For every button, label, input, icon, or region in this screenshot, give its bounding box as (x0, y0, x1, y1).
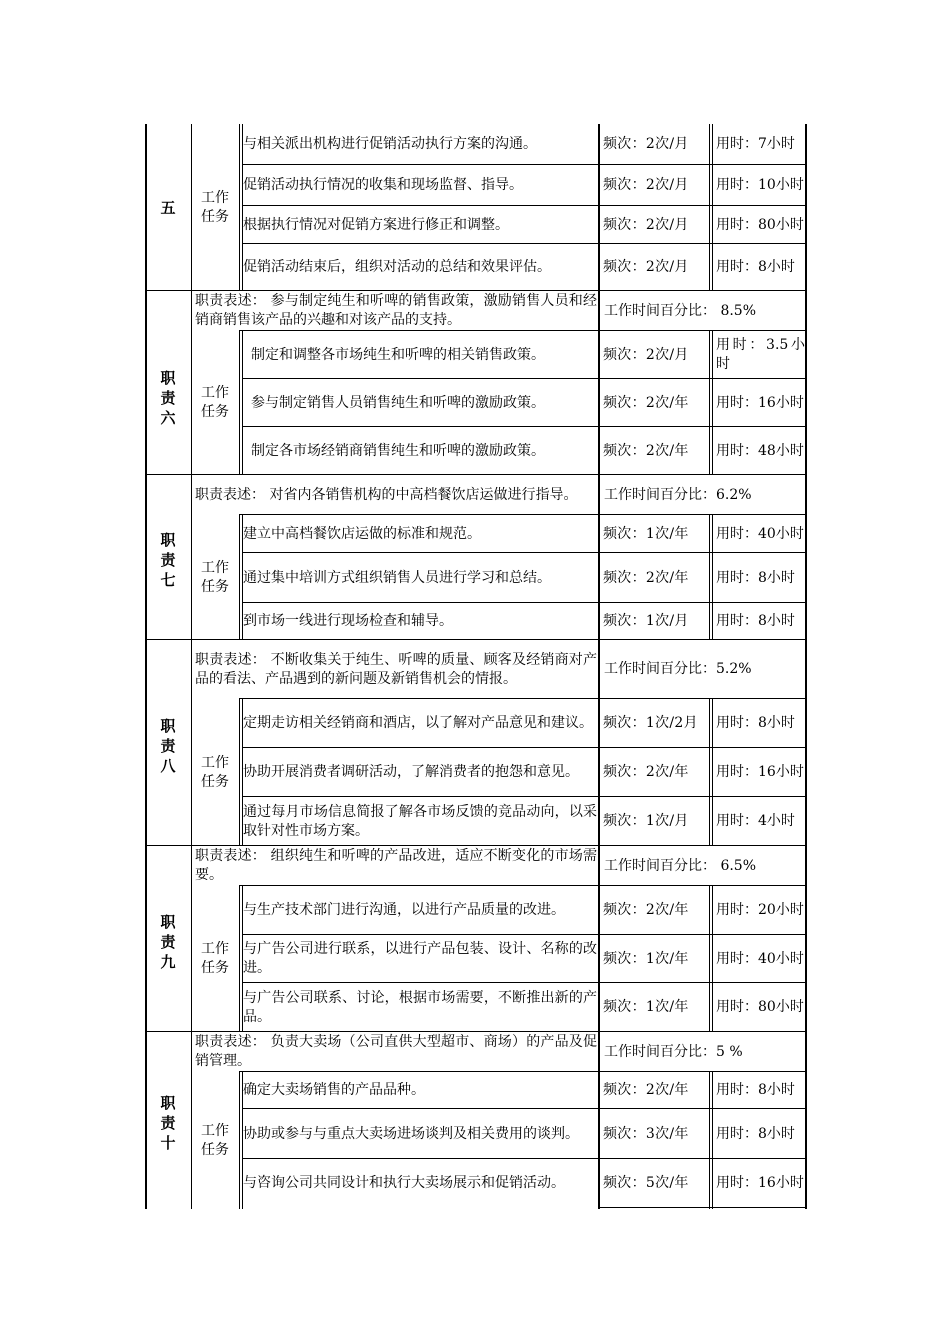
task-text: 与广告公司联系、讨论，根据市场需要，不断推出新的产品。 (243, 989, 597, 1025)
table-border (709, 699, 710, 846)
time-percentage: 工作时间百分比：5 % (604, 1043, 743, 1060)
duty-description: 职责表述： 负责大卖场（公司直供大型超市、商场）的产品及促销管理。 (195, 1034, 597, 1069)
task-text: 协助开展消费者调研活动，了解消费者的抱怨和意见。 (243, 764, 579, 780)
table-border (242, 747, 807, 748)
time-percentage: 工作时间百分比： 8.5% (604, 302, 757, 319)
duty-number: 职责十 (160, 1094, 176, 1152)
table-border (145, 290, 807, 291)
task-text: 与咨询公司共同设计和执行大卖场展示和促销活动。 (243, 1174, 565, 1191)
table-border (239, 1072, 240, 1209)
table-border (242, 331, 243, 475)
table-border (239, 330, 807, 331)
table-border (712, 886, 713, 1032)
table-border (712, 1072, 713, 1209)
task-text: 确定大卖场销售的产品品种。 (243, 1082, 425, 1098)
table-border (239, 331, 240, 475)
task-frequency: 频次：1次/年 (603, 999, 689, 1015)
task-duration: 用时：80小时 (716, 216, 804, 233)
task-duration: 用时：80小时 (716, 999, 804, 1015)
duty-number: 职责八 (160, 716, 176, 775)
table-border (242, 982, 807, 983)
table-border (712, 699, 713, 846)
table-border (242, 515, 243, 640)
duty-description: 职责表述： 对省内各销售机构的中高档餐饮店运做进行指导。 (195, 486, 578, 503)
task-frequency: 频次：2次/年 (603, 394, 689, 411)
table-border (598, 1207, 807, 1208)
task-duration: 用时：8小时 (716, 1125, 795, 1142)
task-frequency: 频次：2次/月 (603, 177, 689, 193)
duty-description: 职责表述： 不断收集关于纯生、听啤的质量、顾客及经销商对产品的看法、产品遇到的新问题及新销售机会的情报。 (195, 651, 597, 687)
task-frequency: 频次：2次/年 (603, 1082, 689, 1098)
table-border (242, 886, 243, 1032)
table-border (242, 378, 807, 379)
table-border (242, 934, 807, 935)
duty-number: 五 (160, 198, 176, 217)
table-border (242, 552, 807, 553)
task-frequency: 频次：1次/月 (603, 813, 689, 829)
task-text: 定期走访相关经销商和酒店，以了解对产品意见和建议。 (243, 715, 593, 731)
table-border (242, 699, 243, 846)
table-border (145, 845, 807, 846)
task-frequency: 频次：2次/月 (603, 216, 689, 233)
task-duration: 用时：4小时 (716, 813, 795, 829)
duty-number: 职责六 (160, 369, 176, 427)
task-text: 与生产技术部门进行沟通，以进行产品质量的改进。 (243, 902, 565, 918)
task-text: 到市场一线进行现场检查和辅导。 (243, 613, 453, 629)
task-duration: 用时：40小时 (716, 950, 804, 967)
task-duration: 用时：8小时 (716, 569, 795, 586)
table-border (239, 1071, 807, 1072)
task-frequency: 频次：3次/年 (603, 1125, 689, 1142)
task-duration: 用时：8小时 (716, 613, 795, 629)
task-text: 制定和调整各市场纯生和听啤的相关销售政策。 (251, 346, 545, 363)
task-text: 与广告公司进行联系，以进行产品包装、设计、名称的改进。 (243, 941, 597, 976)
table-border (242, 602, 807, 603)
table-border (239, 124, 240, 291)
table-border (712, 331, 713, 475)
table-border (709, 331, 710, 475)
task-text: 建立中高档餐饮店运做的标准和规范。 (243, 525, 481, 542)
table-border (239, 514, 807, 515)
table-border (242, 164, 807, 165)
task-text: 制定各市场经销商销售纯生和听啤的激励政策。 (251, 442, 545, 459)
table-border (242, 1072, 243, 1209)
task-frequency: 频次：1次/年 (603, 950, 689, 967)
task-duration: 用时：16小时 (716, 1174, 804, 1191)
task-frequency: 频次：2次/月 (603, 259, 689, 275)
duty-number: 职责九 (160, 912, 176, 971)
task-frequency: 频次：2次/年 (603, 902, 689, 918)
table-border (239, 886, 240, 1032)
task-frequency: 频次：1次/月 (603, 613, 689, 629)
table-border (598, 124, 600, 1209)
table-border (145, 474, 807, 475)
task-duration: 用时：8小时 (716, 1082, 795, 1098)
table-border (709, 1072, 710, 1209)
task-frequency: 频次：2次/年 (603, 764, 689, 780)
table-border (242, 124, 243, 291)
table-border (145, 1031, 807, 1032)
task-label: 工作任务 (201, 754, 229, 790)
table-border (239, 699, 240, 846)
task-frequency: 频次：2次/年 (603, 569, 689, 586)
task-text: 促销活动执行情况的收集和现场监督、指导。 (243, 177, 523, 193)
table-border (239, 885, 807, 886)
task-duration: 用时：40小时 (716, 525, 804, 542)
duty-description: 职责表述： 参与制定纯生和听啤的销售政策，激励销售人员和经销商销售该产品的兴趣和对该产品的支持。 (195, 293, 597, 328)
task-label: 工作任务 (201, 189, 229, 225)
task-text: 根据执行情况对促销方案进行修正和调整。 (243, 216, 509, 233)
table-border (242, 243, 807, 244)
task-frequency: 频次：2次/年 (603, 442, 689, 459)
task-duration: 用时：16小时 (716, 764, 804, 780)
duty-description: 职责表述： 组织纯生和听啤的产品改进，适应不断变化的市场需要。 (195, 848, 597, 883)
task-frequency: 频次：1次/年 (603, 525, 689, 542)
table-border (242, 426, 807, 427)
task-text: 协助或参与与重点大卖场进场谈判及相关费用的谈判。 (243, 1125, 579, 1142)
task-duration: 用时：7小时 (716, 136, 795, 152)
table-border (145, 639, 807, 640)
table-border (712, 124, 713, 291)
task-text: 通过集中培训方式组织销售人员进行学习和总结。 (243, 569, 551, 586)
table-border (805, 124, 807, 1209)
table-border (242, 1158, 807, 1159)
task-text: 与相关派出机构进行促销活动执行方案的沟通。 (243, 136, 537, 152)
duty-table (145, 124, 807, 1209)
task-frequency: 频次：1次/2月 (603, 715, 698, 731)
table-border (709, 515, 710, 640)
time-percentage: 工作时间百分比：5.2% (604, 661, 752, 677)
task-label: 工作任务 (201, 941, 229, 976)
table-border (239, 698, 807, 699)
task-text: 促销活动结束后，组织对活动的总结和效果评估。 (243, 259, 551, 275)
task-label: 工作任务 (201, 1122, 229, 1158)
table-border (242, 205, 807, 206)
task-duration: 用时：48小时 (716, 442, 804, 459)
task-duration: 用时：16小时 (716, 394, 804, 411)
task-duration: 用时：8小时 (716, 259, 795, 275)
task-duration: 用时：3.5小时 (716, 337, 805, 372)
task-label: 工作任务 (201, 385, 229, 420)
table-border (242, 796, 807, 797)
task-frequency: 频次：2次/月 (603, 346, 689, 363)
table-border (709, 124, 710, 291)
time-percentage: 工作时间百分比：6.2% (604, 486, 752, 503)
task-frequency: 频次：5次/年 (603, 1174, 689, 1191)
task-text: 通过每月市场信息简报了解各市场反馈的竞品动向，以采取针对性市场方案。 (243, 803, 597, 839)
task-duration: 用时：8小时 (716, 715, 795, 731)
table-border (712, 515, 713, 640)
table-border (191, 124, 192, 1209)
table-border (145, 124, 147, 1209)
duty-number: 职责七 (160, 531, 176, 589)
task-duration: 用时：20小时 (716, 902, 804, 918)
table-border (242, 1108, 807, 1109)
task-label: 工作任务 (201, 559, 229, 595)
task-frequency: 频次：2次/月 (603, 136, 689, 152)
time-percentage: 工作时间百分比： 6.5% (604, 857, 757, 874)
task-text: 参与制定销售人员销售纯生和听啤的激励政策。 (251, 394, 545, 411)
table-border (239, 515, 240, 640)
table-border (709, 886, 710, 1032)
task-duration: 用时：10小时 (716, 177, 804, 193)
